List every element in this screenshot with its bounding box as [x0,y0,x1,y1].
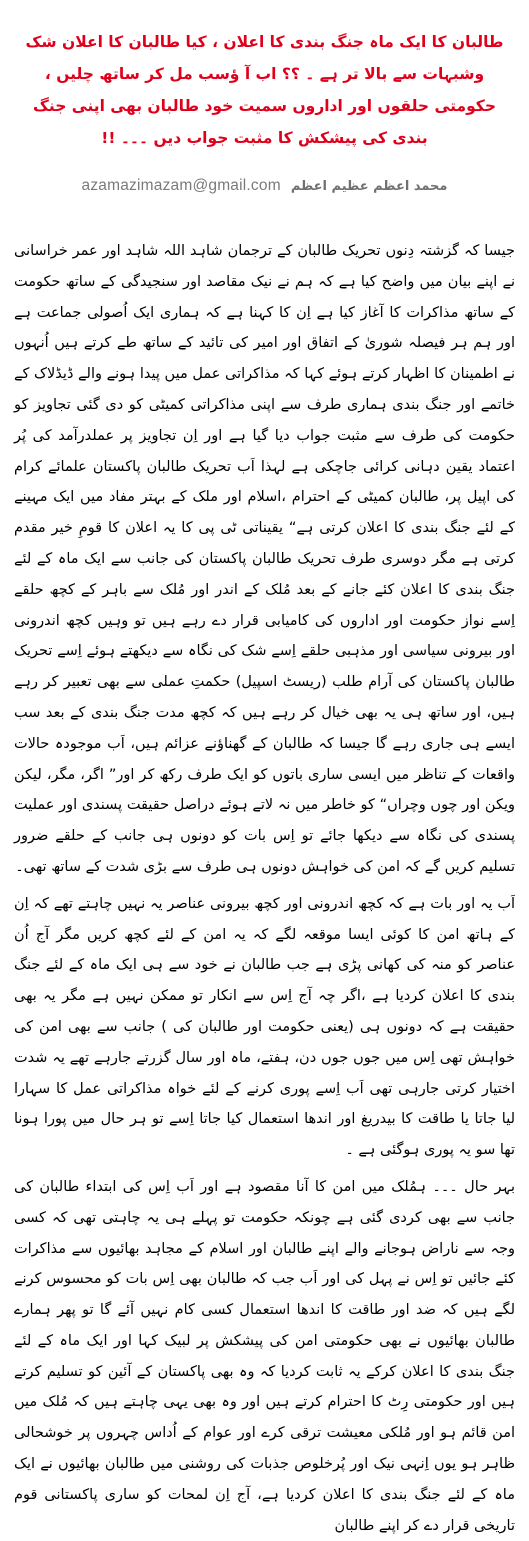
article-headline: طالبان کا ایک ماہ جنگ بندی کا اعلان ، کیا طالبان کا اعلان شک وشبہات سے بالا تر ہے ۔ ؟؟ اب آ ؤسب مل کر ساتھ چلیں ، حکومتی حلقوں اور اداروں سمیت خود طالبان بھی اپنی جنگ بندی کی پیشکش کا مثبت جواب دیں ۔۔۔ !! [25,33,504,147]
article-body [14,236,515,1541]
paragraph: بہر حال ۔۔۔ ہمُلک میں امن کا آنا مقصود ہے اور اَب اِس کی ابتداء طالبان کی جانب سے بھی کردی گئی ہے چونکہ حکومت تو پہلے ہی یہ چاہتی تھی کہ کسی وجہ سے ناراض ہوجانے والے اپنے طالبان اور اسلام کے مجاہد بھائیوں سے مذاکرات کئے جائیں تو اِس نے پہل کی اور اَب جب کہ طالبان بھی اِس بات کو محسوس کرنے لگے ہیں کہ ضد اور طاقت کا اندھا استعمال کسی کام نہیں آئے گا تو پھر ہمارے طالبان بھائیوں نے بھی حکومتی امن کی پیشکش پر لبیک کہا اور ایک ماہ کے لئے جنگ بندی کا اعلان کرکے یہ ثابت کردیا کہ وہ بھی پاکستان کے آئین کو تسلیم کرتے ہیں اور حکومتی رِٹ کا احترام کرتے ہیں اور وہ بھی یہی چاہتے ہیں کہ مُلک میں امن قائم ہو اور مُلکی معیشت ترقی کرے اور عوام کے اُداس چہروں پر خوشحالی ظاہر ہو یوں اِنہی نیک اور پُرخلوص جذبات کی روشنی میں طالبان بھائیوں نے ایک ماہ کے لئے جنگ بندی کا اعلان کردیا ہے، آج اِن لمحات کو ساری پاکستانی قوم تاریخی قرار دے کر اپنے طالبان [14,1178,515,1534]
paragraph: اَب یہ اور بات ہے کہ کچھ اندرونی اور کچھ بیرونی عناصر یہ نہیں چاہتے تھے کہ اِن کے ہاتھ امن کا کوئی ایسا موقعہ لگے کہ یہ امن کے لئے کچھ کریں مگر آج اُن عناصر کو منہ کی کھانی پڑی ہے جب طالبان نے خود سے ہی ایک ماہ کے لئے جنگ بندی کا اعلان کردیا ہے ،اگر چہ آج اِس سے انکار تو ممکن نہیں ہے مگر یہ بھی حقیقت ہے کہ دونوں ہی (یعنی حکومت اور طالبان کی ) جانب سے بھی امن کی خواہش تھی اِس میں جوں جوں دن، ہفتے، ماہ اور سال گزرتے جارہے تھے یہ شدت اختیار کرتی جارہی تھی اَب اِسے پوری کرنے کے لئے خواہ مذاکراتی عمل کا سہارا لیا جاتا یا طاقت کا بیدریغ اور اندھا استعمال کیا جاتا اِسے تو ہر حال میں پورا ہونا تھا سو یہ پوری ہوگئی ہے ۔ [14,895,515,1159]
author-name: محمد اعظم عظیم اعظم [290,179,448,194]
author-email[interactable]: azamazimazam@gmail.com [81,177,281,194]
byline [14,174,515,198]
paragraph: جیسا کہ گزشتہ دِنوں تحریک طالبان کے ترجمان شاہد اللہ شاہد اور عمر خراسانی نے اپنے بیان میں واضح کیا ہے کہ ہم نے نیک مقاصد اور سنجیدگی کے ساتھ حکومت کے ساتھ مذاکرات کا آغاز کیا ہے اِن کا کہنا ہے کہ ہماری ایک اُصولی جماعت ہے اور ہم ہر فیصلہ شوریٰ کے اتفاق اور امیر کی تائید کے ساتھ طے کرتے ہیں اُنہوں نے اطمینان کا اظہار کرتے ہوئے کہا کہ مذاکراتی عمل میں پیدا ہونے والے ڈیڈلاک کے خاتمے اور جنگ بندی ہماری طرف سے اپنی مذاکراتی کمیٹی کو دی گئی تجاویز کو حکومت کی طرف سے مثبت جواب دیا گیا ہے اور اِن تجاویز پر عملدرآمد کی پُر اعتماد یقین دہانی کرائی جاچکی ہے لہذا اَب تحریک طالبان پاکستان علمائے کرام کی اپیل پر، طالبان کمیٹی کے احترام ،اسلام اور ملک کے بہتر مفاد میں ایک مہینے کے لئے جنگ بندی کا اعلان کرتی ہے“ یقیناتی ٹی پی کا یہ اعلان کا قومِ خیر مقدم کرتی ہے مگر دوسری طرف تحریک طالبان پاکستان کی جانب سے ایک ماہ کے لئے جنگ بندی کا اعلان کئے جانے کے بعد مُلک کے اندر اور مُلک سے باہر کے کچھ حلقے اِسے نواز حکومت اور اداروں کی کامیابی قرار دے رہے ہیں تو وہیں کچھ اندرونی اور بیرونی سیاسی اور مذہبی حلقے اِسے شک کی نگاہ سے دیکھتے ہوئے اِسے تحریک طالبان پاکستان کی آرام طلب (ریسٹ اسپیل) حکمتِ عملی سے بھی تعبیر کر رہے ہیں، اور ساتھ ہی یہ بھی خیال کر رہے ہیں کہ کچھ مدت جنگ بندی کے بعد سب ایسے ہی جاری رہے گا جیسا کہ طالبان کے گھناؤنے عزائم ہیں، اَب موجودہ حالات واقعات کے تناظر میں ایسی ساری باتوں کو ایک طرف رکھ کر اور” اگر، مگر، لیکن ویکن اور چوں وچراں“ کو خاطر میں نہ لاتے ہوئے دراصل حقیقت پسندی اور عملیت پسندی کی نگاہ سے دیکھا جائے تو اِس بات کو دونوں ہی جانب کے حلقے ضرور تسلیم کریں گے کہ امن کی خواہش دونوں ہی طرف سے بڑی شدت کے ساتھ تھی۔ [14,243,515,875]
